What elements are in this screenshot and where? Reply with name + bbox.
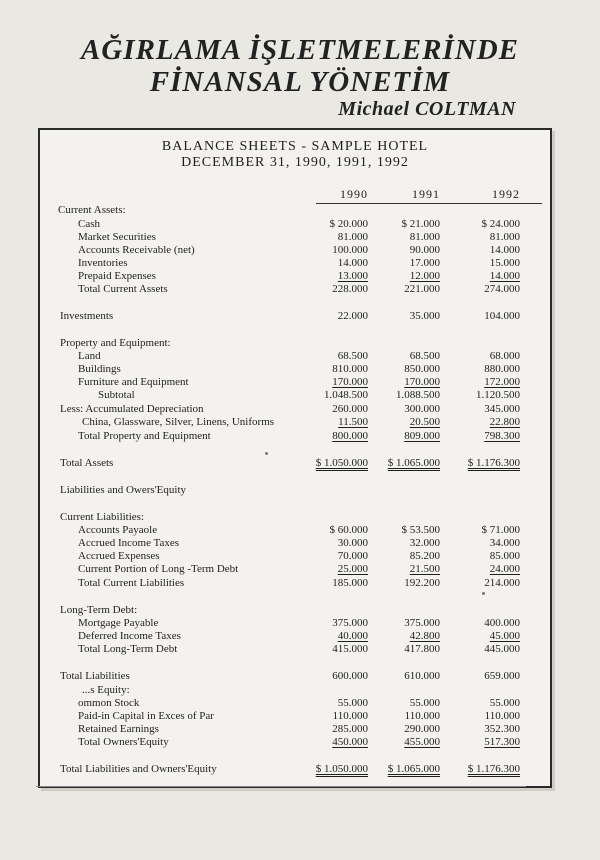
cell-1992-total-long-term-debt: 445.000 (484, 643, 520, 655)
row-label-cash: Cash (78, 218, 100, 230)
sheet-heading: BALANCE SHEETS - SAMPLE HOTEL (161, 139, 429, 154)
cell-1991-accrued-expenses: 85.200 (409, 550, 440, 562)
cell-1992-investments: 104.000 (484, 310, 520, 322)
cell-1992-ommon-stock: 55.000 (489, 697, 520, 709)
row-label-ommon-stock: ommon Stock (78, 697, 140, 709)
row-label-paid-in-capital-in-exces-of-par: Paid-in Capital in Exces of Par (78, 710, 214, 722)
cell-1992-subtotal: 1.120.500 (476, 389, 520, 401)
cell-1990-prepaid-expenses: 13.000 (337, 270, 368, 282)
cell-1991-ommon-stock: 55.000 (409, 697, 440, 709)
cell-1992-total-owners-equity: 517.300 (484, 736, 520, 748)
cell-1990-deferred-income-taxes: 40.000 (337, 630, 368, 642)
cell-1990-total-liabilities-and-owners-equity: $ 1.050.000 (315, 763, 368, 775)
cell-1990-total-long-term-debt: 415.000 (332, 643, 368, 655)
cover-title-line1: AĞIRLAMA İŞLETMELERİNDE (81, 34, 519, 66)
cell-1990-buildings: 810.000 (332, 363, 368, 375)
row-label-investments: Investments (60, 310, 114, 322)
year-1990: 1990 (340, 187, 368, 201)
row-label-total-owners-equity: Total Owners'Equity (78, 736, 169, 748)
cell-1991-accrued-income-taxes: 32.000 (409, 537, 440, 549)
cell-1991-china-glassware-silver-linens-uniforms: 20.500 (409, 416, 440, 428)
year-1991: 1991 (412, 187, 440, 201)
cell-1992-deferred-income-taxes: 45.000 (489, 630, 520, 642)
cell-1990-total-current-assets: 228.000 (332, 283, 368, 295)
cell-1992-inventories: 15.000 (489, 257, 520, 269)
cell-1990-total-liabilities: 600.000 (332, 670, 368, 682)
cell-1990-total-assets: $ 1.050.000 (315, 457, 368, 469)
cell-1992-total-current-assets: 274.000 (484, 283, 520, 295)
cell-1992-accounts-receivable-net: 14.000 (489, 244, 520, 256)
cell-1992-total-liabilities: 659.000 (484, 670, 520, 682)
cell-1991-furniture-and-equipment: 170.000 (404, 376, 440, 388)
cell-1991-cash: $ 21.000 (401, 218, 440, 230)
row-label-property-and-equipment: Property and Equipment: (60, 337, 171, 349)
row-label-mortgage-payable: Mortgage Payable (78, 617, 159, 629)
cell-1992-prepaid-expenses: 14.000 (489, 270, 520, 282)
cell-1992-market-securities: 81.000 (489, 231, 520, 243)
row-label-subtotal: Subtotal (98, 389, 135, 401)
cell-1990-accounts-receivable-net: 100.000 (332, 244, 368, 256)
cell-1990-accrued-expenses: 70.000 (337, 550, 368, 562)
cell-1991-buildings: 850.000 (404, 363, 440, 375)
cell-1992-land: 68.000 (489, 350, 520, 362)
sheet-subheading: DECEMBER 31, 1990, 1991, 1992 (181, 155, 409, 170)
row-label-s-equity: ...s Equity: (82, 684, 130, 696)
row-label-total-current-liabilities: Total Current Liabilities (78, 577, 185, 589)
cell-1992-accrued-expenses: 85.000 (489, 550, 520, 562)
cell-1992-accrued-income-taxes: 34.000 (489, 537, 520, 549)
row-label-market-securities: Market Securities (78, 231, 156, 243)
cell-1992-total-assets: $ 1.176.300 (467, 457, 520, 469)
cell-1991-accounts-receivable-net: 90.000 (409, 244, 440, 256)
cell-1992-mortgage-payable: 400.000 (484, 617, 520, 629)
cell-1991-prepaid-expenses: 12.000 (409, 270, 440, 282)
cell-1991-retained-earnings: 290.000 (404, 723, 440, 735)
cell-1992-china-glassware-silver-linens-uniforms: 22.800 (489, 416, 520, 428)
cell-1991-subtotal: 1.088.500 (396, 389, 440, 401)
cell-1990-subtotal: 1.048.500 (324, 389, 368, 401)
cell-1991-total-assets: $ 1.065.000 (387, 457, 440, 469)
row-label-buildings: Buildings (78, 363, 121, 375)
cell-1990-china-glassware-silver-linens-uniforms: 11.500 (338, 416, 368, 428)
cell-1992-accounts-payaole: $ 71.000 (481, 524, 520, 536)
cell-1991-accounts-payaole: $ 53.500 (401, 524, 440, 536)
row-label-current-assets: Current Assets: (58, 204, 126, 216)
row-label-prepaid-expenses: Prepaid Expenses (78, 270, 156, 282)
cell-1991-total-current-liabilities: 192.200 (404, 577, 440, 589)
cell-1992-buildings: 880.000 (484, 363, 520, 375)
row-label-less-accumulated-depreciation: Less: Accumulated Depreciation (60, 403, 204, 415)
cell-1991-total-liabilities: 610.000 (404, 670, 440, 682)
cell-1990-total-current-liabilities: 185.000 (332, 577, 368, 589)
author-name: Michael COLTMAN (338, 98, 516, 120)
cell-1992-cash: $ 24.000 (481, 218, 520, 230)
cell-1990-furniture-and-equipment: 170.000 (332, 376, 368, 388)
row-label-liabilities-and-owers-equity: Liabilities and Owers'Equity (60, 484, 187, 496)
row-label-total-liabilities: Total Liabilities (60, 670, 130, 682)
balance-sheet-panel (38, 128, 552, 788)
cell-1992-retained-earnings: 352.300 (484, 723, 520, 735)
row-label-total-property-and-equipment: Total Property and Equipment (78, 430, 211, 442)
row-label-accounts-receivable-net: Accounts Receivable (net) (78, 244, 195, 256)
cell-1992-total-liabilities-and-owners-equity: $ 1.176.300 (467, 763, 520, 775)
row-label-deferred-income-taxes: Deferred Income Taxes (78, 630, 181, 642)
row-label-accrued-expenses: Accrued Expenses (78, 550, 160, 562)
cell-1992-paid-in-capital-in-exces-of-par: 110.000 (484, 710, 520, 722)
cell-1991-total-property-and-equipment: 809.000 (404, 430, 440, 442)
cell-1991-total-liabilities-and-owners-equity: $ 1.065.000 (387, 763, 440, 775)
row-label-accrued-income-taxes: Accrued Income Taxes (78, 537, 180, 549)
cell-1991-total-long-term-debt: 417.800 (404, 643, 440, 655)
cell-1992-total-property-and-equipment: 798.300 (484, 430, 520, 442)
row-label-total-long-term-debt: Total Long-Term Debt (78, 643, 178, 655)
row-label-current-portion-of-long-term-debt: Current Portion of Long -Term Debt (78, 563, 239, 575)
cell-1991-market-securities: 81.000 (409, 231, 440, 243)
cell-1992-furniture-and-equipment: 172.000 (484, 376, 520, 388)
cell-1990-paid-in-capital-in-exces-of-par: 110.000 (332, 710, 368, 722)
cell-1990-less-accumulated-depreciation: 260.000 (332, 403, 368, 415)
row-label-furniture-and-equipment: Furniture and Equipment (78, 376, 189, 388)
cell-1990-investments: 22.000 (337, 310, 368, 322)
cell-1990-ommon-stock: 55.000 (337, 697, 368, 709)
row-label-total-assets: Total Assets (60, 457, 114, 469)
cell-1991-investments: 35.000 (409, 310, 440, 322)
cell-1992-less-accumulated-depreciation: 345.000 (484, 403, 520, 415)
cell-1990-accounts-payaole: $ 60.000 (329, 524, 368, 536)
cell-1990-land: 68.500 (337, 350, 368, 362)
row-label-accounts-payaole: Accounts Payaole (78, 524, 158, 536)
cell-1991-inventories: 17.000 (409, 257, 440, 269)
cell-1992-total-current-liabilities: 214.000 (484, 577, 520, 589)
cell-1991-current-portion-of-long-term-debt: 21.500 (409, 563, 440, 575)
cell-1991-land: 68.500 (409, 350, 440, 362)
cell-1992-current-portion-of-long-term-debt: 24.000 (489, 563, 520, 575)
cell-1990-cash: $ 20.000 (329, 218, 368, 230)
row-label-land: Land (78, 350, 101, 362)
print-speck (482, 592, 485, 595)
page-rule (36, 786, 526, 787)
row-label-long-term-debt: Long-Term Debt: (60, 604, 138, 616)
year-header-rule (316, 203, 542, 204)
cell-1990-market-securities: 81.000 (337, 231, 368, 243)
row-label-retained-earnings: Retained Earnings (78, 723, 159, 735)
cell-1991-deferred-income-taxes: 42.800 (409, 630, 440, 642)
cell-1991-less-accumulated-depreciation: 300.000 (404, 403, 440, 415)
row-label-inventories: Inventories (78, 257, 128, 269)
cell-1990-total-property-and-equipment: 800.000 (332, 430, 368, 442)
year-1992: 1992 (492, 187, 520, 201)
print-speck (265, 452, 268, 455)
cover-title-line2: FİNANSAL YÖNETİM (149, 66, 451, 98)
cell-1990-current-portion-of-long-term-debt: 25.000 (337, 563, 368, 575)
cell-1990-accrued-income-taxes: 30.000 (337, 537, 368, 549)
cell-1991-mortgage-payable: 375.000 (404, 617, 440, 629)
cell-1990-retained-earnings: 285.000 (332, 723, 368, 735)
row-label-current-liabilities: Current Liabilities: (60, 511, 145, 523)
row-label-total-current-assets: Total Current Assets (78, 283, 168, 295)
cell-1990-total-owners-equity: 450.000 (332, 736, 368, 748)
cell-1991-paid-in-capital-in-exces-of-par: 110.000 (404, 710, 440, 722)
row-label-total-liabilities-and-owners-equity: Total Liabilities and Owners'Equity (60, 763, 217, 775)
cell-1991-total-owners-equity: 455.000 (404, 736, 440, 748)
cell-1990-inventories: 14.000 (337, 257, 368, 269)
cell-1990-mortgage-payable: 375.000 (332, 617, 368, 629)
row-label-china-glassware-silver-linens-uniforms: China, Glassware, Silver, Linens, Uniforms (82, 416, 275, 428)
cell-1991-total-current-assets: 221.000 (404, 283, 440, 295)
